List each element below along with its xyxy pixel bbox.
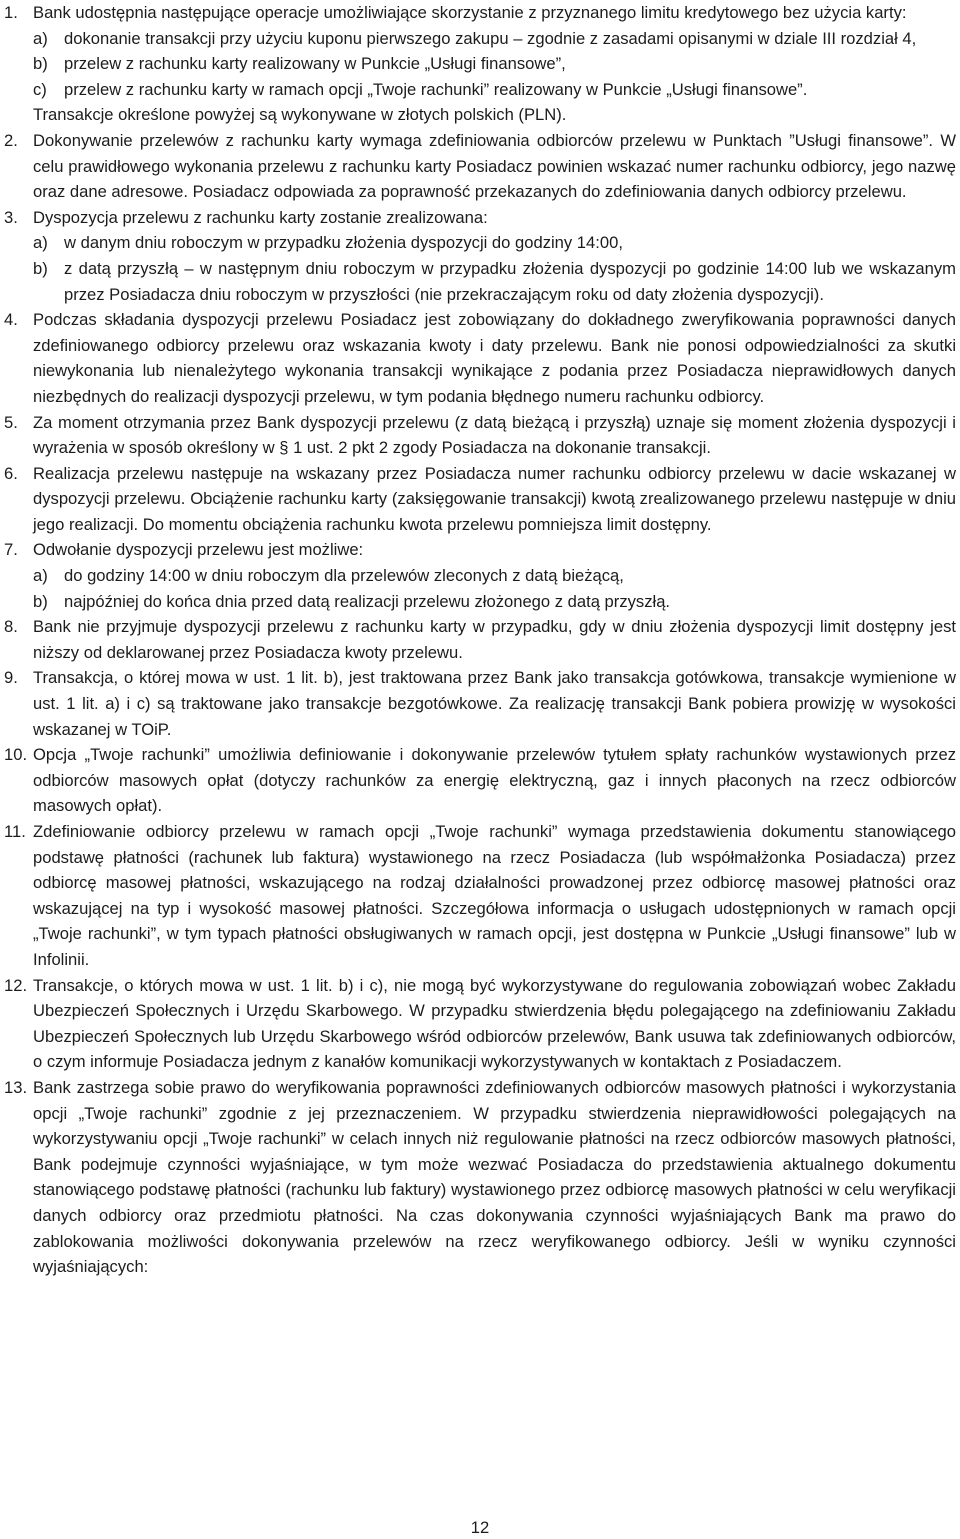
list-item xyxy=(4,819,956,973)
item-number: 4. xyxy=(4,310,18,330)
sub-item-text: przelew z rachunku karty w ramach opcji „Twoje rachunki” realizowany w Punkcie „Usługi finansowe”. xyxy=(64,79,808,99)
list-item xyxy=(4,461,956,538)
item-body: Transakcja, o której mowa w ust. 1 lit. b), jest traktowana przez Bank jako transakcja gotówkowa, transakcje wymienione w ust. 1 lit. a) i c) są traktowane jako transakcje bezgotówkowe. Za realizację transakcji Bank pobiera prowizję w wysokości wskazanej w TOiP. xyxy=(33,668,956,739)
item-intro: Dyspozycja przelewu z rachunku karty zostanie zrealizowana: xyxy=(33,207,488,227)
item-number: 3. xyxy=(4,207,18,227)
item-outro: Transakcje określone powyżej są wykonywane w złotych polskich (PLN). xyxy=(33,105,567,125)
item-intro: Odwołanie dyspozycji przelewu jest możliwe: xyxy=(33,540,364,560)
sub-item-label: a) xyxy=(33,566,48,586)
sub-item-label: c) xyxy=(33,79,47,99)
sub-item-text: przelew z rachunku karty realizowany w Punkcie „Usługi finansowe”, xyxy=(64,54,566,74)
sub-item xyxy=(33,563,956,589)
list-item xyxy=(4,973,956,1075)
item-number: 8. xyxy=(4,617,18,637)
item-body xyxy=(33,205,956,307)
item-number: 11. xyxy=(4,822,26,841)
sub-item xyxy=(33,26,956,52)
item-body: Zdefiniowanie odbiorcy przelewu w ramach opcji „Twoje rachunki” wymaga przedstawienia dokumentu stanowiącego podstawę płatności (rachunek lub faktura) wystawionego na rzecz Posiadacza (lub współmałżonka Posiadacza) przez odbiorcę masowej płatności, wskazującego na rodzaj działalności prowadzonej przez odbiorcę masowej płatności oraz wskazującej na typ i wysokość masowej płatności. Szczegółowa informacja o usługach udostępnionych w ramach opcji „Twoje rachunki”, w tym typach płatności obsługiwanych w ramach opcji, jest dostępna w Punkcie „Usługi finansowe” lub w Infolinii. xyxy=(33,822,956,969)
sub-item-text: dokonanie transakcji przy użyciu kuponu pierwszego zakupu – zgodnie z zasadami opisanymi w dziale III rozdział 4, xyxy=(64,28,917,48)
list-item xyxy=(4,205,956,307)
item-number: 6. xyxy=(4,463,18,483)
item-body: Podczas składania dyspozycji przelewu Posiadacz jest zobowiązany do dokładnego zweryfikowania poprawności danych zdefiniowanego odbiorcy przelewu oraz wskazania kwoty i daty przelewu. Bank nie ponosi odpowiedzialności za skutki niewykonania lub nienależytego wykonania transakcji wynikające z podania przez Posiadacza nieprawidłowych danych niezbędnych do realizacji dyspozycji przelewu, w tym podania błędnego numeru rachunku odbiorcy. xyxy=(33,310,956,406)
list-item xyxy=(4,307,956,409)
item-body: Realizacja przelewu następuje na wskazany przez Posiadacza numer rachunku odbiorcy przelewu w dacie wskazanej w dyspozycji przelewu. Obciążenie rachunku karty (zaksięgowanie transakcji) kwotą zrealizowanego przelewu następuje w dniu jego realizacji. Do momentu obciążenia rachunku kwota przelewu pomniejsza limit dostępny. xyxy=(33,463,956,534)
list-item xyxy=(4,614,956,665)
item-number: 9. xyxy=(4,668,18,688)
sub-item-label: b) xyxy=(33,591,48,611)
item-number: 12. xyxy=(4,975,28,995)
sub-item-text: w danym dniu roboczym w przypadku złożenia dyspozycji do godziny 14:00, xyxy=(64,233,623,253)
item-number: 1. xyxy=(4,3,18,22)
item-body xyxy=(33,0,956,128)
list-item xyxy=(4,410,956,461)
item-number: 7. xyxy=(4,540,18,560)
sub-item xyxy=(33,77,956,103)
sub-item xyxy=(33,230,956,256)
list-item xyxy=(4,537,956,614)
item-number: 2. xyxy=(4,130,18,150)
item-body: Opcja „Twoje rachunki” umożliwia definiowanie i dokonywanie przelewów tytułem spłaty rachunków wystawionych przez odbiorców masowych opłat (dotyczy rachunków za energię elektryczną, gaz i innych płaconych na rzecz odbiorców masowych opłat). xyxy=(33,745,956,816)
item-body xyxy=(33,537,956,614)
list-item xyxy=(4,665,956,742)
sub-item xyxy=(33,589,956,615)
item-intro: Bank udostępnia następujące operacje umożliwiające skorzystanie z przyznanego limitu kredytowego bez użycia karty: xyxy=(33,3,907,22)
sub-item-label: b) xyxy=(33,54,48,74)
sub-item-text: najpóźniej do końca dnia przed datą realizacji przelewu złożonego z datą przyszłą. xyxy=(64,591,671,611)
list-item xyxy=(4,0,956,128)
item-body: Dokonywanie przelewów z rachunku karty wymaga zdefiniowania odbiorców przelewu w Punktach ”Usługi finansowe”. W celu prawidłowego wykonania przelewu z rachunku karty Posiadacz powinien wskazać numer rachunku odbiorcy, jego nazwę oraz dane adresowe. Posiadacz odpowiada za poprawność przekazanych do zdefiniowania danych odbiorcy przelewu. xyxy=(33,130,956,202)
page-number: 12 xyxy=(470,1518,490,1537)
sub-item-label: b) xyxy=(33,258,48,278)
item-body: Bank zastrzega sobie prawo do weryfikowania poprawności zdefiniowanych odbiorców masowych płatności i wykorzystania opcji „Twoje rachunki” zgodnie z jej przeznaczeniem. W przypadku stwierdzenia nieprawidłowości polegających na wykorzystywaniu opcji „Twoje rachunki” w celach innych niż regulowanie płatności na rzecz odbiorców masowych płatności, Bank podejmuje czynności wyjaśniające, w tym może wezwać Posiadacza do przedstawienia aktualnego dokumentu stanowiącego podstawę płatności (rachunku lub faktury) wystawionego przez odbiorcę masowych płatności w celu weryfikacji danych odbiorcy oraz przedmiotu płatności. Na czas dokonywania czynności wyjaśniających Bank ma prawo do zablokowania możliwości dokonywania przelewów na rzecz weryfikowanego odbiorcy. Jeśli w wyniku czynności wyjaśniających: xyxy=(33,1077,956,1277)
sub-item-label: a) xyxy=(33,28,48,48)
item-body: Za moment otrzymania przez Bank dyspozycji przelewu (z datą bieżącą i przyszłą) uznaje się moment złożenia dyspozycji i wyrażenia w sposób określony w § 1 ust. 2 pkt 2 zgody Posiadacza na dokonanie transakcji. xyxy=(33,412,956,458)
list-item xyxy=(4,1075,956,1280)
item-body: Transakcje, o których mowa w ust. 1 lit. b) i c), nie mogą być wykorzystywane do regulowania zobowiązań wobec Zakładu Ubezpieczeń Społecznych i Urzędu Skarbowego. W przypadku stwierdzenia błędu polegającego na zdefiniowaniu Zakładu Ubezpieczeń Społecznych lub Urzędu Skarbowego wśród odbiorców przelewów, Bank usuwa tak zdefiniowanych odbiorców, o czym informuje Posiadacza jednym z kanałów komunikacji wykorzystywanych w kontaktach z Posiadaczem. xyxy=(33,975,956,1072)
sub-item-text: z datą przyszłą – w następnym dniu roboczym w przypadku złożenia dyspozycji po godzinie 14:00 lub we wskazanym przez Posiadacza dniu roboczym w przyszłości (nie przekraczającym roku od daty złożenia dyspozycji). xyxy=(64,258,956,304)
list-item xyxy=(4,742,956,819)
item-number: 5. xyxy=(4,412,18,432)
sub-item xyxy=(33,51,956,77)
item-number: 13. xyxy=(4,1077,28,1097)
sub-item xyxy=(33,256,956,307)
sub-item-text: do godziny 14:00 w dniu roboczym dla przelewów zleconych z datą bieżącą, xyxy=(64,566,624,586)
sub-item-label: a) xyxy=(33,233,48,253)
item-number: 10. xyxy=(4,745,28,765)
list-item xyxy=(4,128,956,205)
item-body: Bank nie przyjmuje dyspozycji przelewu z rachunku karty w przypadku, gdy w dniu złożenia dyspozycji limit dostępny jest niższy od deklarowanej przez Posiadacza kwoty przelewu. xyxy=(33,617,956,662)
